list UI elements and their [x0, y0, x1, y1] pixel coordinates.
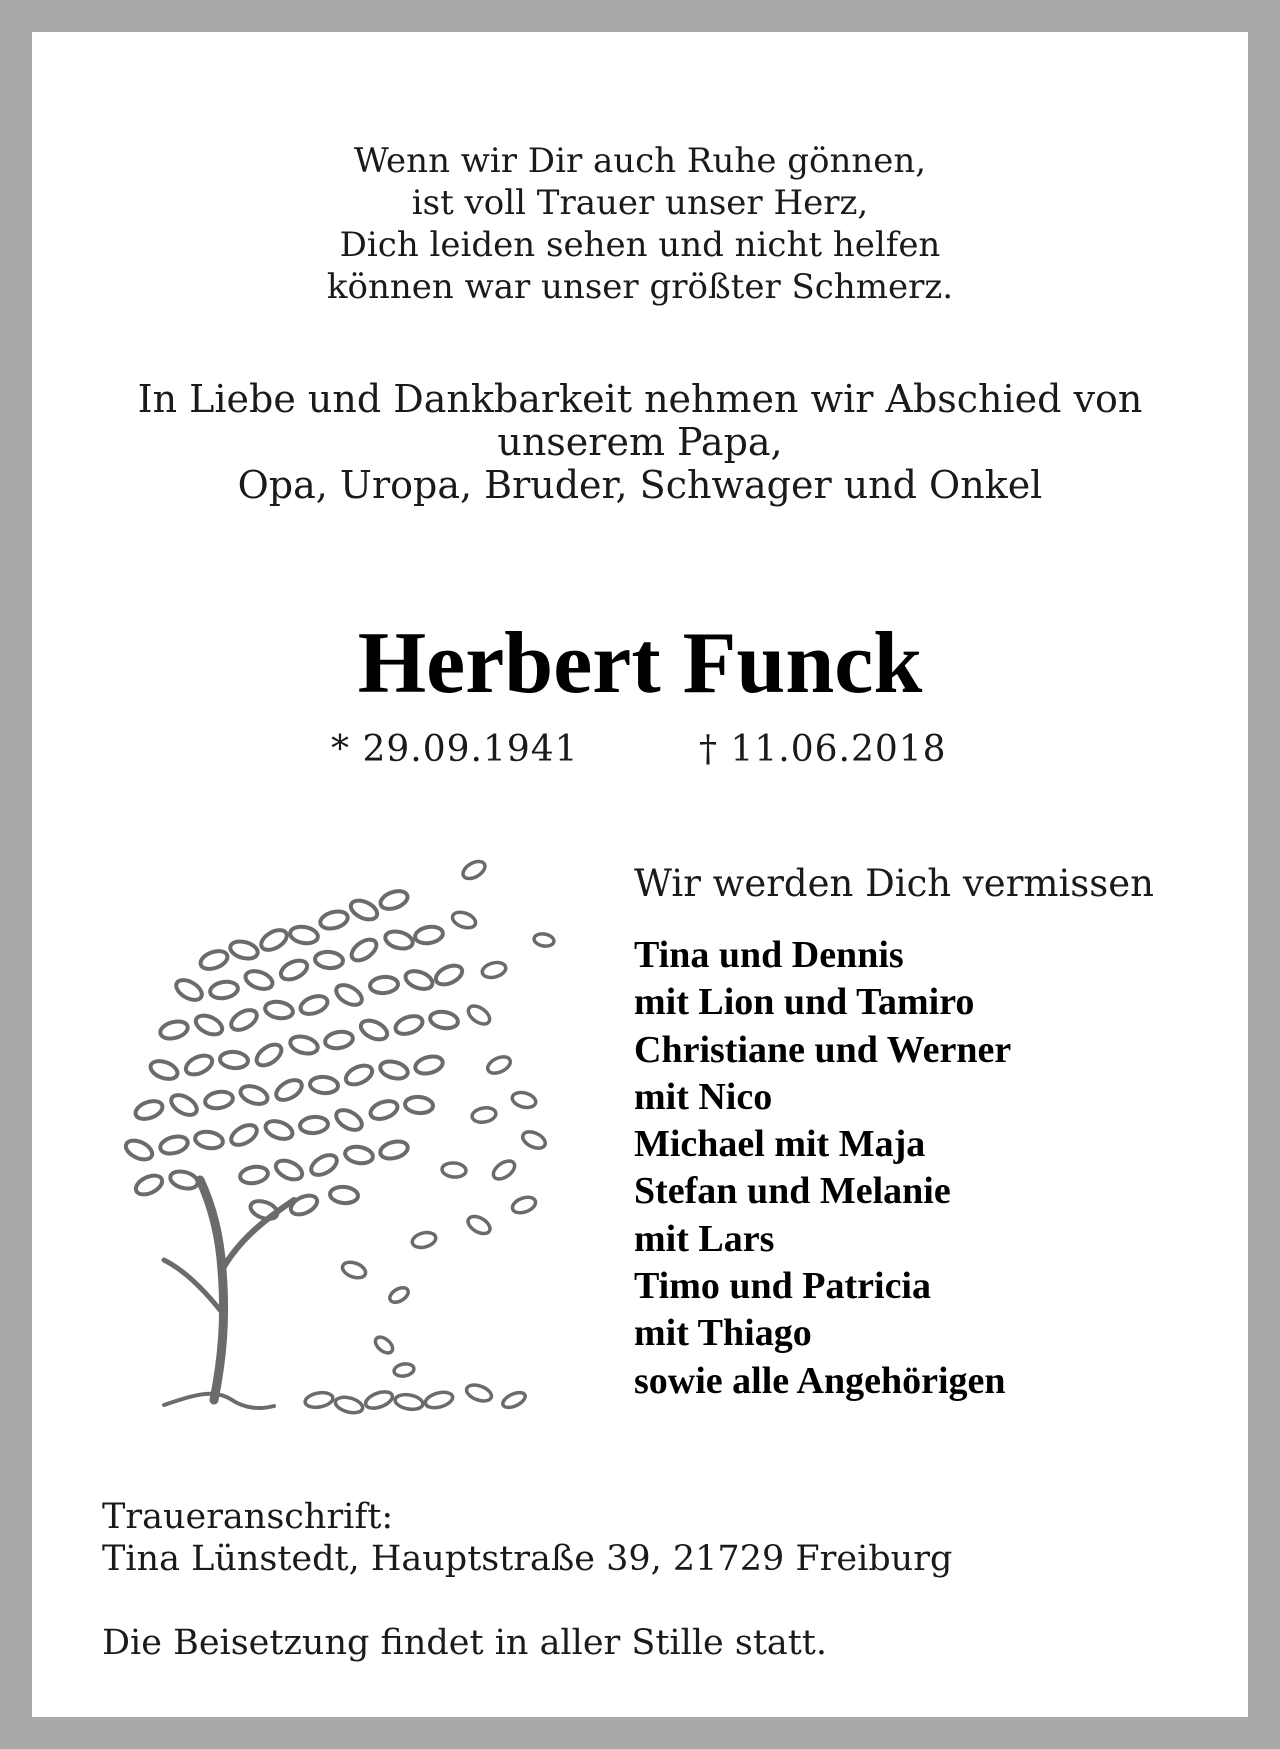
address-line: Tina Lünstedt, Hauptstraße 39, 21729 Freiburg — [102, 1539, 953, 1579]
poem-line: Wenn wir Dir auch Ruhe gönnen, — [353, 141, 927, 181]
poem-line: Dich leiden sehen und nicht helfen — [339, 225, 941, 265]
mourner-line: mit Lars — [634, 1217, 775, 1260]
mourner-line: Stefan und Melanie — [634, 1170, 951, 1213]
poem-line: ist voll Trauer unser Herz, — [411, 183, 869, 223]
birth-date: * 29.09.1941 — [331, 729, 579, 770]
funeral-note: Die Beisetzung findet in aller Stille statt. — [102, 1623, 828, 1663]
poem — [32, 140, 1248, 308]
mourner-line: Christiane und Werner — [634, 1028, 1012, 1071]
fallen-leaves — [304, 1382, 527, 1415]
farewell-intro — [32, 378, 1248, 507]
windblown-tree-illustration — [104, 840, 574, 1420]
poem-line: können war unser größter Schmerz. — [326, 267, 954, 307]
tree-trunk — [164, 1180, 294, 1408]
mourner-line: mit Lion und Tamiro — [634, 981, 975, 1024]
deceased-name: Herbert Funck — [357, 615, 923, 712]
mourners-list — [634, 932, 1011, 1405]
mourner-line: Timo und Patricia — [634, 1265, 931, 1308]
intro-line: unserem Papa, — [497, 420, 783, 464]
mourners-heading: Wir werden Dich vermissen — [634, 862, 1155, 905]
obituary-card — [32, 32, 1248, 1717]
mourner-line: Michael mit Maja — [634, 1123, 926, 1166]
tree-foliage — [123, 888, 465, 1223]
intro-line: Opa, Uropa, Bruder, Schwager und Onkel — [237, 463, 1043, 507]
mourner-line: mit Thiago — [634, 1312, 812, 1355]
mourner-line: mit Nico — [634, 1075, 773, 1118]
mourning-address — [102, 1496, 952, 1580]
intro-line: In Liebe und Dankbarkeit nehmen wir Abschied von — [137, 377, 1143, 421]
address-label: Traueranschrift: — [102, 1497, 394, 1537]
mourner-line: Tina und Dennis — [634, 934, 904, 976]
death-date: † 11.06.2018 — [699, 729, 947, 770]
mourner-line: sowie alle Angehörigen — [634, 1359, 1006, 1402]
